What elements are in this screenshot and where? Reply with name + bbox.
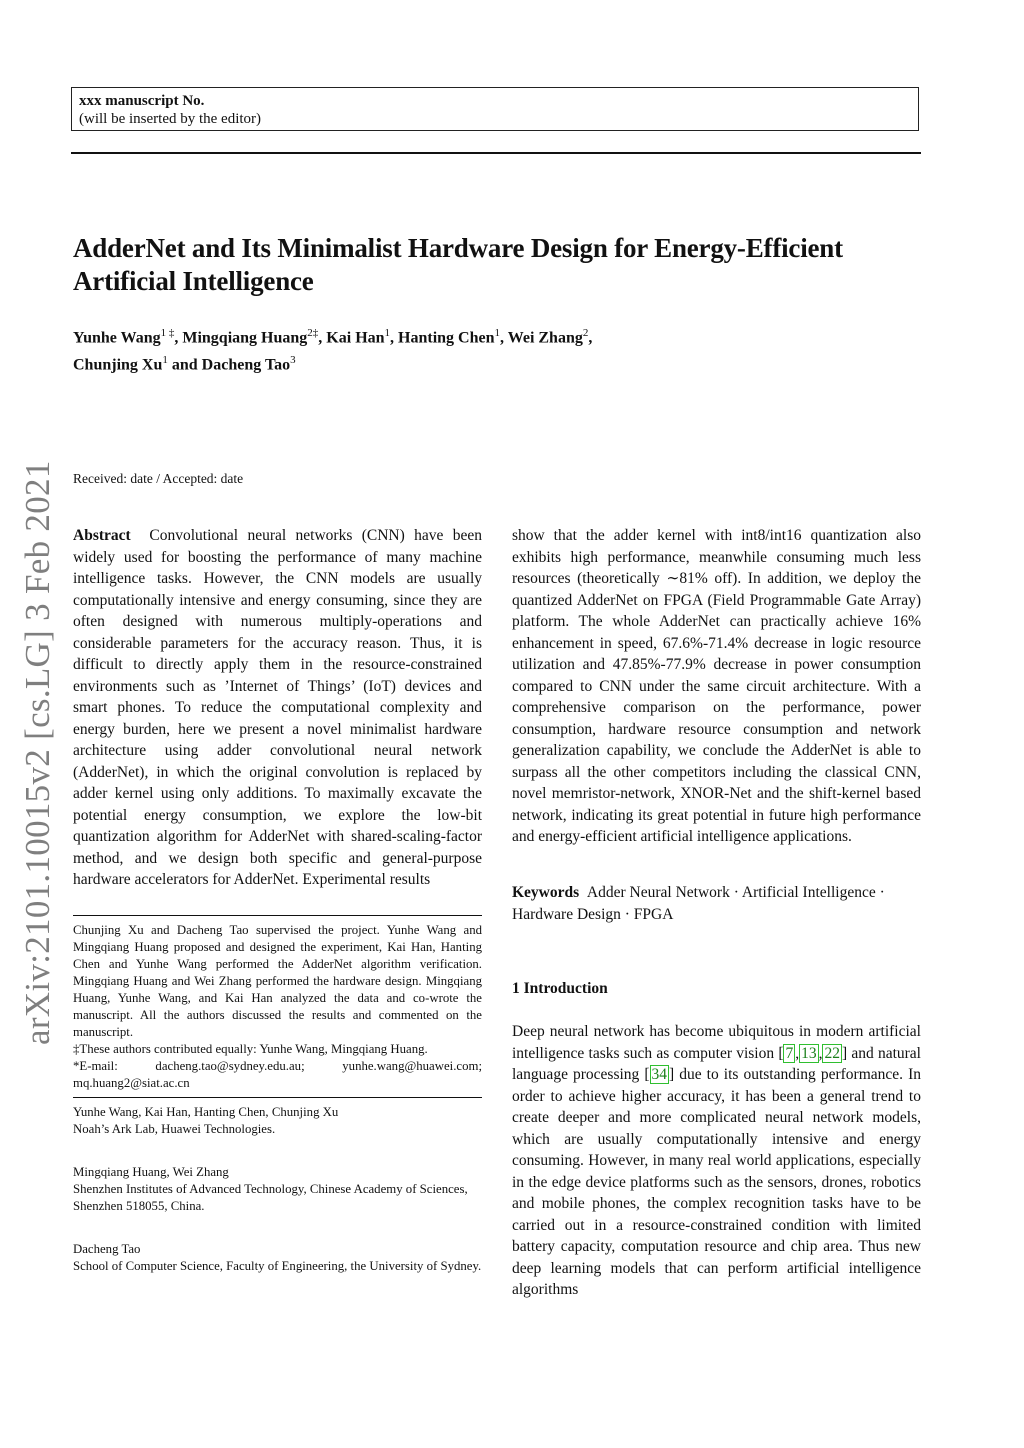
affiliation-names: Mingqiang Huang, Wei Zhang <box>73 1165 229 1179</box>
abstract-left <box>73 525 482 891</box>
abstract-text-left: Convolutional neural networks (CNN) have been widely used for boosting the performance of many machine intelligence tasks. However, the CNN models are usually computationally intensive and energy consuming, since they are often designed with numerous multiply-operations and considerable parameters for the accuracy reason. Thus, it is difficult to directly apply them in the resource-constrained environments such as ’Internet of Things’ (IoT) devices and smart phones. To reduce the computational complexity and energy burden, here we present a novel minimalist hardware architecture using adder convolutional neural network (AdderNet), in which the original convolution is replaced by adder kernel using only additions. To maximally excavate the potential energy consumption, we explore the low-bit quantization algorithm for AdderNet with shared-scaling-factor method, and we design both specific and general-purpose hardware accelerators for AdderNet. Experimental results <box>73 527 483 888</box>
citation-link[interactable]: 7 <box>785 1044 794 1062</box>
manuscript-number: xxx manuscript No. <box>79 93 205 109</box>
footnote <box>73 922 482 1092</box>
author-mark: 2 <box>582 327 589 339</box>
author-mark: 3 <box>290 354 296 367</box>
footnote-equal-contribution: ‡These authors contributed equally: Yunhe Wang, Mingqiang Huang. <box>73 1042 428 1056</box>
affiliation-institution: Shenzhen Institutes of Advanced Technology, Chinese Academy of Sciences, Shenzhen 518055, China. <box>73 1182 468 1213</box>
author-name: Kai Han <box>326 329 385 347</box>
keywords-label: Keywords <box>512 884 580 901</box>
affiliation-block <box>73 1104 482 1138</box>
section-heading: 1 Introduction <box>512 980 608 997</box>
affiliation-block <box>73 1164 482 1215</box>
author-mark: 2‡ <box>307 327 319 339</box>
editor-note: (will be inserted by the editor) <box>79 111 262 127</box>
citation-link[interactable]: 34 <box>651 1066 668 1083</box>
author-name: Wei Zhang <box>507 329 583 347</box>
affiliation-names: Dacheng Tao <box>73 1242 141 1256</box>
author-mark: 1 <box>162 354 168 367</box>
abstract-text-right: show that the adder kernel with int8/int16 quantization also exhibits high performance, meanwhile consuming much less resources (theoretically ∼81% off). In addition, we deploy the quantized AdderNet on FPGA (Field Programmable Gate Array) platform. The whole AdderNet can practically achieve 16% enhancement in speed, 67.6%-71.4% decrease in logic resource utilization and 47.85%-77.9% decrease in power consumption compared to CNN under the same circuit architecture. With a comprehensive comparison on the performance, power consumption, hardware resource consumption and network generalization capability, we conclude the AdderNet is able to surpass all the other competitors including the classical CNN, novel memristor-network, XNOR-Net and the shift-kernel based network, indicating its great potential in future high performance and energy-efficient artificial intelligence applications. <box>512 527 921 845</box>
affiliation-names: Yunhe Wang, Kai Han, Hanting Chen, Chunjing Xu <box>73 1105 339 1119</box>
author-mark: 1 ‡ <box>160 327 175 339</box>
introduction-paragraph: Deep neural network has become ubiquitous in modern artificial intelligence tasks such as computer vision [ 7 , 13 , 22 ] and natural language processing [ 34 ] due to its outstanding performance. In order to achieve higher accuracy, it has been a general trend to create deeper and more complicated neural network models, which are usually computationally intensive and energy consuming. However, in many real world applications, especially in the edge device platforms such as the sensors, drones, robotics and mobile phones, the complex recognition tasks have to be carried out in a resource-constrained condition with limited battery capacity, computation resource and chip area. Thus new deep learning models that can perform artificial intelligence algorithms <box>512 1023 921 1298</box>
keywords-text: Adder Neural Network · Artificial Intelligence · Hardware Design · FPGA <box>512 884 885 923</box>
author-mark: 1 <box>494 327 500 339</box>
keywords <box>512 882 921 925</box>
affiliation-institution: School of Computer Science, Faculty of Engineering, the University of Sydney. <box>73 1259 482 1273</box>
citation-link[interactable]: 22 <box>824 1044 840 1062</box>
affiliation-rule <box>73 1097 482 1098</box>
footnote-rule <box>73 915 482 916</box>
author-name: Chunjing Xu <box>73 356 163 374</box>
header-rule <box>71 152 921 154</box>
manuscript-header-box <box>71 87 919 131</box>
abstract-right <box>512 525 921 848</box>
author-name: Hanting Chen <box>398 329 495 347</box>
arxiv-identifier[interactable]: arXiv:2101.10015v2 [cs.LG] 3 Feb 2021 <box>18 460 57 1045</box>
author-name: Dacheng Tao <box>201 356 291 374</box>
affiliation-block <box>73 1241 482 1275</box>
affiliation-institution: Noah’s Ark Lab, Huawei Technologies. <box>73 1122 276 1136</box>
footnote-email: *E-mail: dacheng.tao@sydney.edu.au; yunhe.wang@huawei.com; mq.huang2@siat.ac.cn <box>73 1059 482 1090</box>
abstract-label: Abstract <box>73 527 131 544</box>
author-name: Mingqiang Huang <box>182 329 308 347</box>
author-name: Yunhe Wang <box>73 329 161 347</box>
author-mark: 1 <box>384 327 391 339</box>
citation-link[interactable]: 13 <box>801 1044 817 1062</box>
received-date: Received: date / Accepted: date <box>73 471 244 486</box>
footnote-contributions: Chunjing Xu and Dacheng Tao supervised the project. Yunhe Wang and Mingqiang Huang proposed and designed the experiment, Kai Han, Hanting Chen and Yunhe Wang performed the AdderNet algorithm verification. Mingqiang Huang and Wei Zhang performed the hardware design. Mingqiang Huang, Yunhe Wang, and Kai Han analyzed the data and co-wrote the manuscript. All the authors discussed the results and commented on the manuscript. <box>73 923 482 1039</box>
author-list: Yunhe Wang$^{1 \ddagger}$, Mingqiang Huang$^{2\ddagger}$, Kai Han$^1$, Hanting Chen$^1$, Wei Zhang$^2$, Chunjing Xu$^1$ and Dacheng Tao$^3$ <box>73 327 593 374</box>
paper-title: AdderNet and Its Minimalist Hardware Design for Energy-Efficient Artificial Intelligence <box>73 233 843 296</box>
